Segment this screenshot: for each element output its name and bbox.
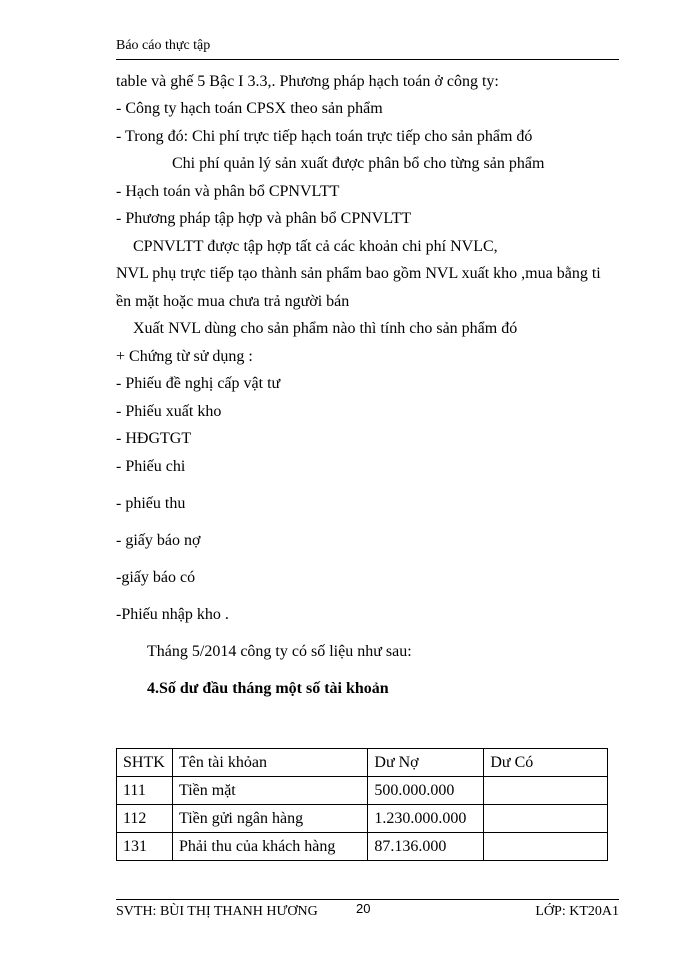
body-line: Xuất NVL dùng cho sản phẩm nào thì tính cho sản phẩm đó	[133, 320, 518, 337]
list-item: - HĐGTGT	[116, 430, 192, 447]
intro-line: Tháng 5/2014 công ty có số liệu như sau:	[147, 643, 412, 660]
cell-debit: 500.000.000	[368, 777, 484, 805]
list-item: -giấy báo có	[116, 569, 196, 586]
table-row	[117, 805, 608, 833]
cell-credit	[484, 777, 608, 805]
body-line: CPNVLTT được tập hợp tất cả các khoản chi phí NVLC,	[133, 238, 498, 255]
body-line: - Hạch toán và phân bổ CPNVLTT	[116, 183, 340, 200]
table-header-row	[117, 749, 608, 777]
section-heading: 4.Số dư đầu tháng một số tài khoản	[147, 680, 389, 697]
body-line: table và ghế 5 Bậc I 3.3,. Phương pháp hạch toán ở công ty:	[116, 73, 499, 90]
table-row	[117, 777, 608, 805]
body-line: - Công ty hạch toán CPSX theo sản phẩm	[116, 100, 383, 117]
header-cell-credit: Dư Có	[484, 749, 608, 777]
cell-debit: 1.230.000.000	[368, 805, 484, 833]
header-divider	[116, 59, 619, 60]
list-item: - Phiếu xuất kho	[116, 403, 222, 420]
footer-class: LỚP: KT20A1	[535, 904, 619, 919]
body-line: - Phương pháp tập hợp và phân bổ CPNVLTT	[116, 210, 412, 227]
body-line: ền mặt hoặc mua chưa trả người bán	[116, 293, 350, 310]
account-balance-table	[116, 748, 608, 861]
list-item: - Phiếu đề nghị cấp vật tư	[116, 375, 281, 392]
list-item: - giấy báo nợ	[116, 532, 201, 549]
section-label: + Chứng từ sử dụng :	[116, 348, 253, 365]
cell-debit: 87.136.000	[368, 833, 484, 861]
header-cell-shtk: SHTK	[117, 749, 173, 777]
cell-account-name: Phải thu của khách hàng	[172, 833, 367, 861]
cell-credit	[484, 805, 608, 833]
body-line: Chi phí quản lý sản xuất được phân bổ cho từng sản phẩm	[172, 155, 545, 172]
cell-shtk: 111	[117, 777, 173, 805]
cell-credit	[484, 833, 608, 861]
footer-student-name: SVTH: BÙI THỊ THANH HƯƠNG	[116, 904, 318, 919]
list-item: -Phiếu nhập kho .	[116, 606, 229, 623]
page-number: 20	[356, 901, 371, 916]
list-item: - Phiếu chi	[116, 458, 186, 475]
cell-account-name: Tiền gửi ngân hàng	[172, 805, 367, 833]
body-line: - Trong đó: Chi phí trực tiếp hạch toán trực tiếp cho sản phẩm đó	[116, 128, 533, 145]
header-cell-account-name: Tên tài khỏan	[172, 749, 367, 777]
footer-divider	[116, 899, 619, 900]
list-item: - phiếu thu	[116, 495, 186, 512]
page-header-title: Báo cáo thực tập	[116, 38, 211, 53]
header-cell-debit: Dư Nợ	[368, 749, 484, 777]
body-line: NVL phụ trực tiếp tạo thành sản phẩm bao gồm NVL xuất kho ,mua bằng ti	[116, 265, 601, 282]
table-row	[117, 833, 608, 861]
cell-shtk: 131	[117, 833, 173, 861]
cell-account-name: Tiền mặt	[172, 777, 367, 805]
cell-shtk: 112	[117, 805, 173, 833]
